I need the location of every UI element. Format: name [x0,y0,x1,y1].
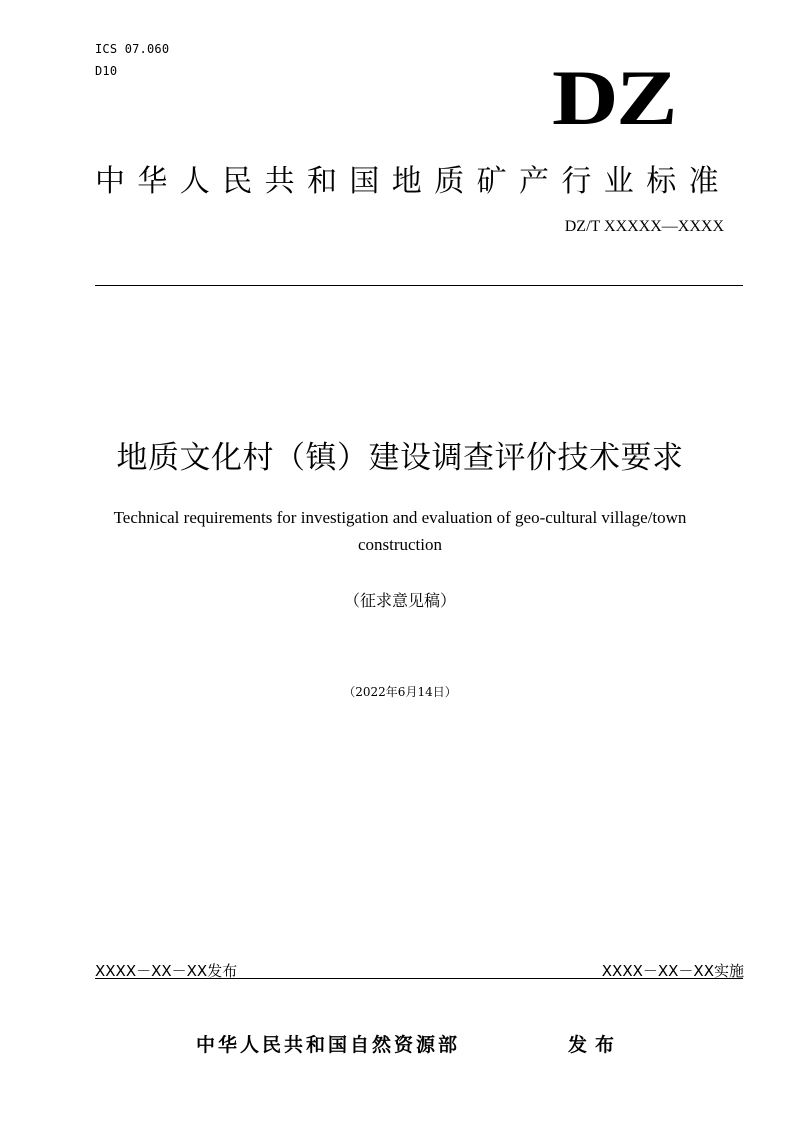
standard-number: DZ/T XXXXX—XXXX [564,218,724,235]
dz-logo: DZ [552,54,676,141]
ics-code: ICS 07.060 [95,42,170,56]
bottom-divider [95,978,743,979]
document-title-english: Technical requirements for investigation and evaluation of geo-cultural village/town construction [113,508,687,554]
top-divider [95,285,743,286]
draft-label: （征求意见稿） [343,591,456,610]
classification-code: D10 [95,64,118,78]
industry-standard-title: 中华人民共和国地质矿产行业标准 [95,164,731,199]
publish-label: 发布 [568,1034,623,1056]
issuing-authority: 中华人民共和国自然资源部 [196,1034,461,1056]
draft-date: （2022年6月14日） [343,685,457,699]
document-title: 地质文化村（镇）建设调查评价技术要求 [116,440,684,476]
effective-date: XXXX－XX－XX实施 [601,962,744,980]
issue-date: XXXX－XX－XX发布 [95,962,238,980]
